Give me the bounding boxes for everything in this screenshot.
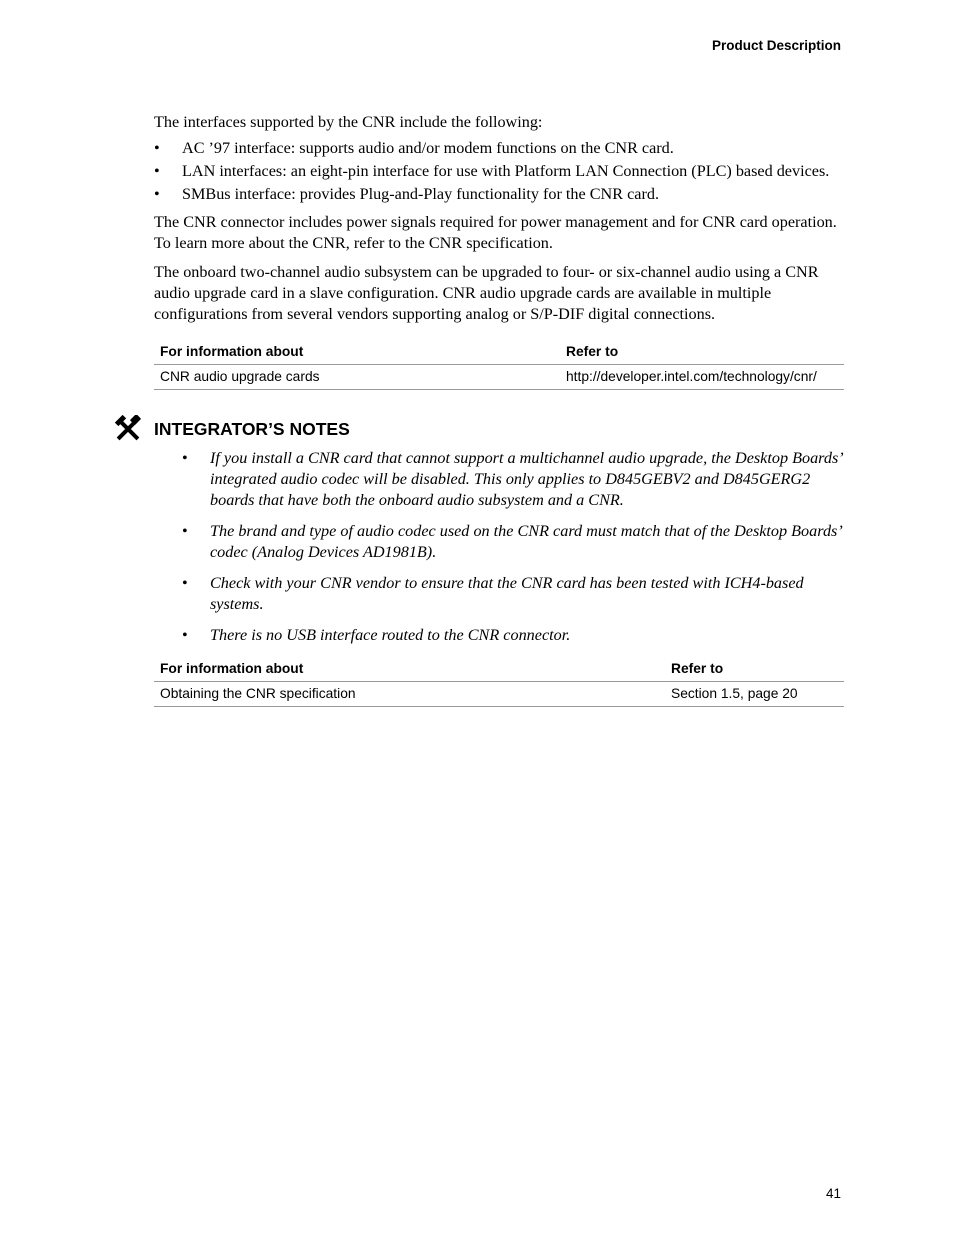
interface-list <box>154 138 844 205</box>
table-row <box>154 682 844 707</box>
list-item-text: LAN interfaces: an eight-pin interface for use with Platform LAN Connection (PLC) based devices. <box>182 162 830 180</box>
table-cell: Obtaining the CNR specification <box>154 682 665 707</box>
bullet-glyph: • <box>182 626 188 644</box>
integrators-notes-list <box>154 448 844 646</box>
list-item <box>154 184 844 205</box>
bullet-glyph: • <box>182 449 188 467</box>
page-number: 41 <box>825 1186 841 1201</box>
running-header: Product Description <box>711 38 841 53</box>
notes-title: INTEGRATOR’S NOTES <box>154 419 350 439</box>
intro-paragraph: The interfaces supported by the CNR include the following: <box>154 113 543 131</box>
table-header-row <box>154 339 844 365</box>
bullet-glyph: • <box>154 185 160 203</box>
page-content <box>154 112 844 707</box>
bullet-glyph: • <box>182 574 188 592</box>
list-item <box>182 573 844 615</box>
cnr-connector-paragraph: The CNR connector includes power signals required for power management and for CNR card operation. To learn more about the CNR, refer to the CNR specification. <box>154 213 837 252</box>
list-item-text: Check with your CNR vendor to ensure that the CNR card has been tested with ICH4-based systems. <box>210 574 804 613</box>
integrators-notes-heading <box>154 418 844 440</box>
list-item-text: AC ’97 interface: supports audio and/or modem functions on the CNR card. <box>182 139 674 157</box>
reference-table-audio <box>154 339 844 390</box>
table-cell: CNR audio upgrade cards <box>154 365 560 390</box>
list-item-text: If you install a CNR card that cannot support a multichannel audio upgrade, the Desktop Boards’ integrated audio codec will be disabled. This only applies to D845GEBV2 and D845GERG2 boards that have both the onboard audio subsystem and a CNR. <box>210 449 842 509</box>
bullet-glyph: • <box>154 139 160 157</box>
column-header: Refer to <box>665 656 844 682</box>
list-item <box>154 138 844 159</box>
list-item <box>154 161 844 182</box>
reference-link[interactable]: http://developer.intel.com/technology/cnr/ <box>560 365 844 390</box>
table-row <box>154 365 844 390</box>
column-header: For information about <box>154 339 560 365</box>
list-item-text: There is no USB interface routed to the CNR connector. <box>210 626 571 644</box>
tools-icon <box>114 415 142 443</box>
column-header: Refer to <box>560 339 844 365</box>
bullet-glyph: • <box>154 162 160 180</box>
list-item <box>182 625 844 646</box>
list-item-text: SMBus interface: provides Plug-and-Play functionality for the CNR card. <box>182 185 659 203</box>
column-header: For information about <box>154 656 665 682</box>
bullet-glyph: • <box>182 522 188 540</box>
list-item <box>182 521 844 563</box>
reference-table-specification <box>154 656 844 707</box>
table-header-row <box>154 656 844 682</box>
list-item <box>182 448 844 511</box>
cross-reference-link[interactable]: Section 1.5, page 20 <box>665 682 844 707</box>
list-item-text: The brand and type of audio codec used on the CNR card must match that of the Desktop Boards’ codec (Analog Devices AD1981B). <box>210 522 841 561</box>
audio-upgrade-paragraph: The onboard two-channel audio subsystem can be upgraded to four- or six-channel audio using a CNR audio upgrade card in a slave configuration. CNR audio upgrade cards are available in multiple configurations from several vendors supporting analog or S/P-DIF digital connections. <box>154 263 819 323</box>
